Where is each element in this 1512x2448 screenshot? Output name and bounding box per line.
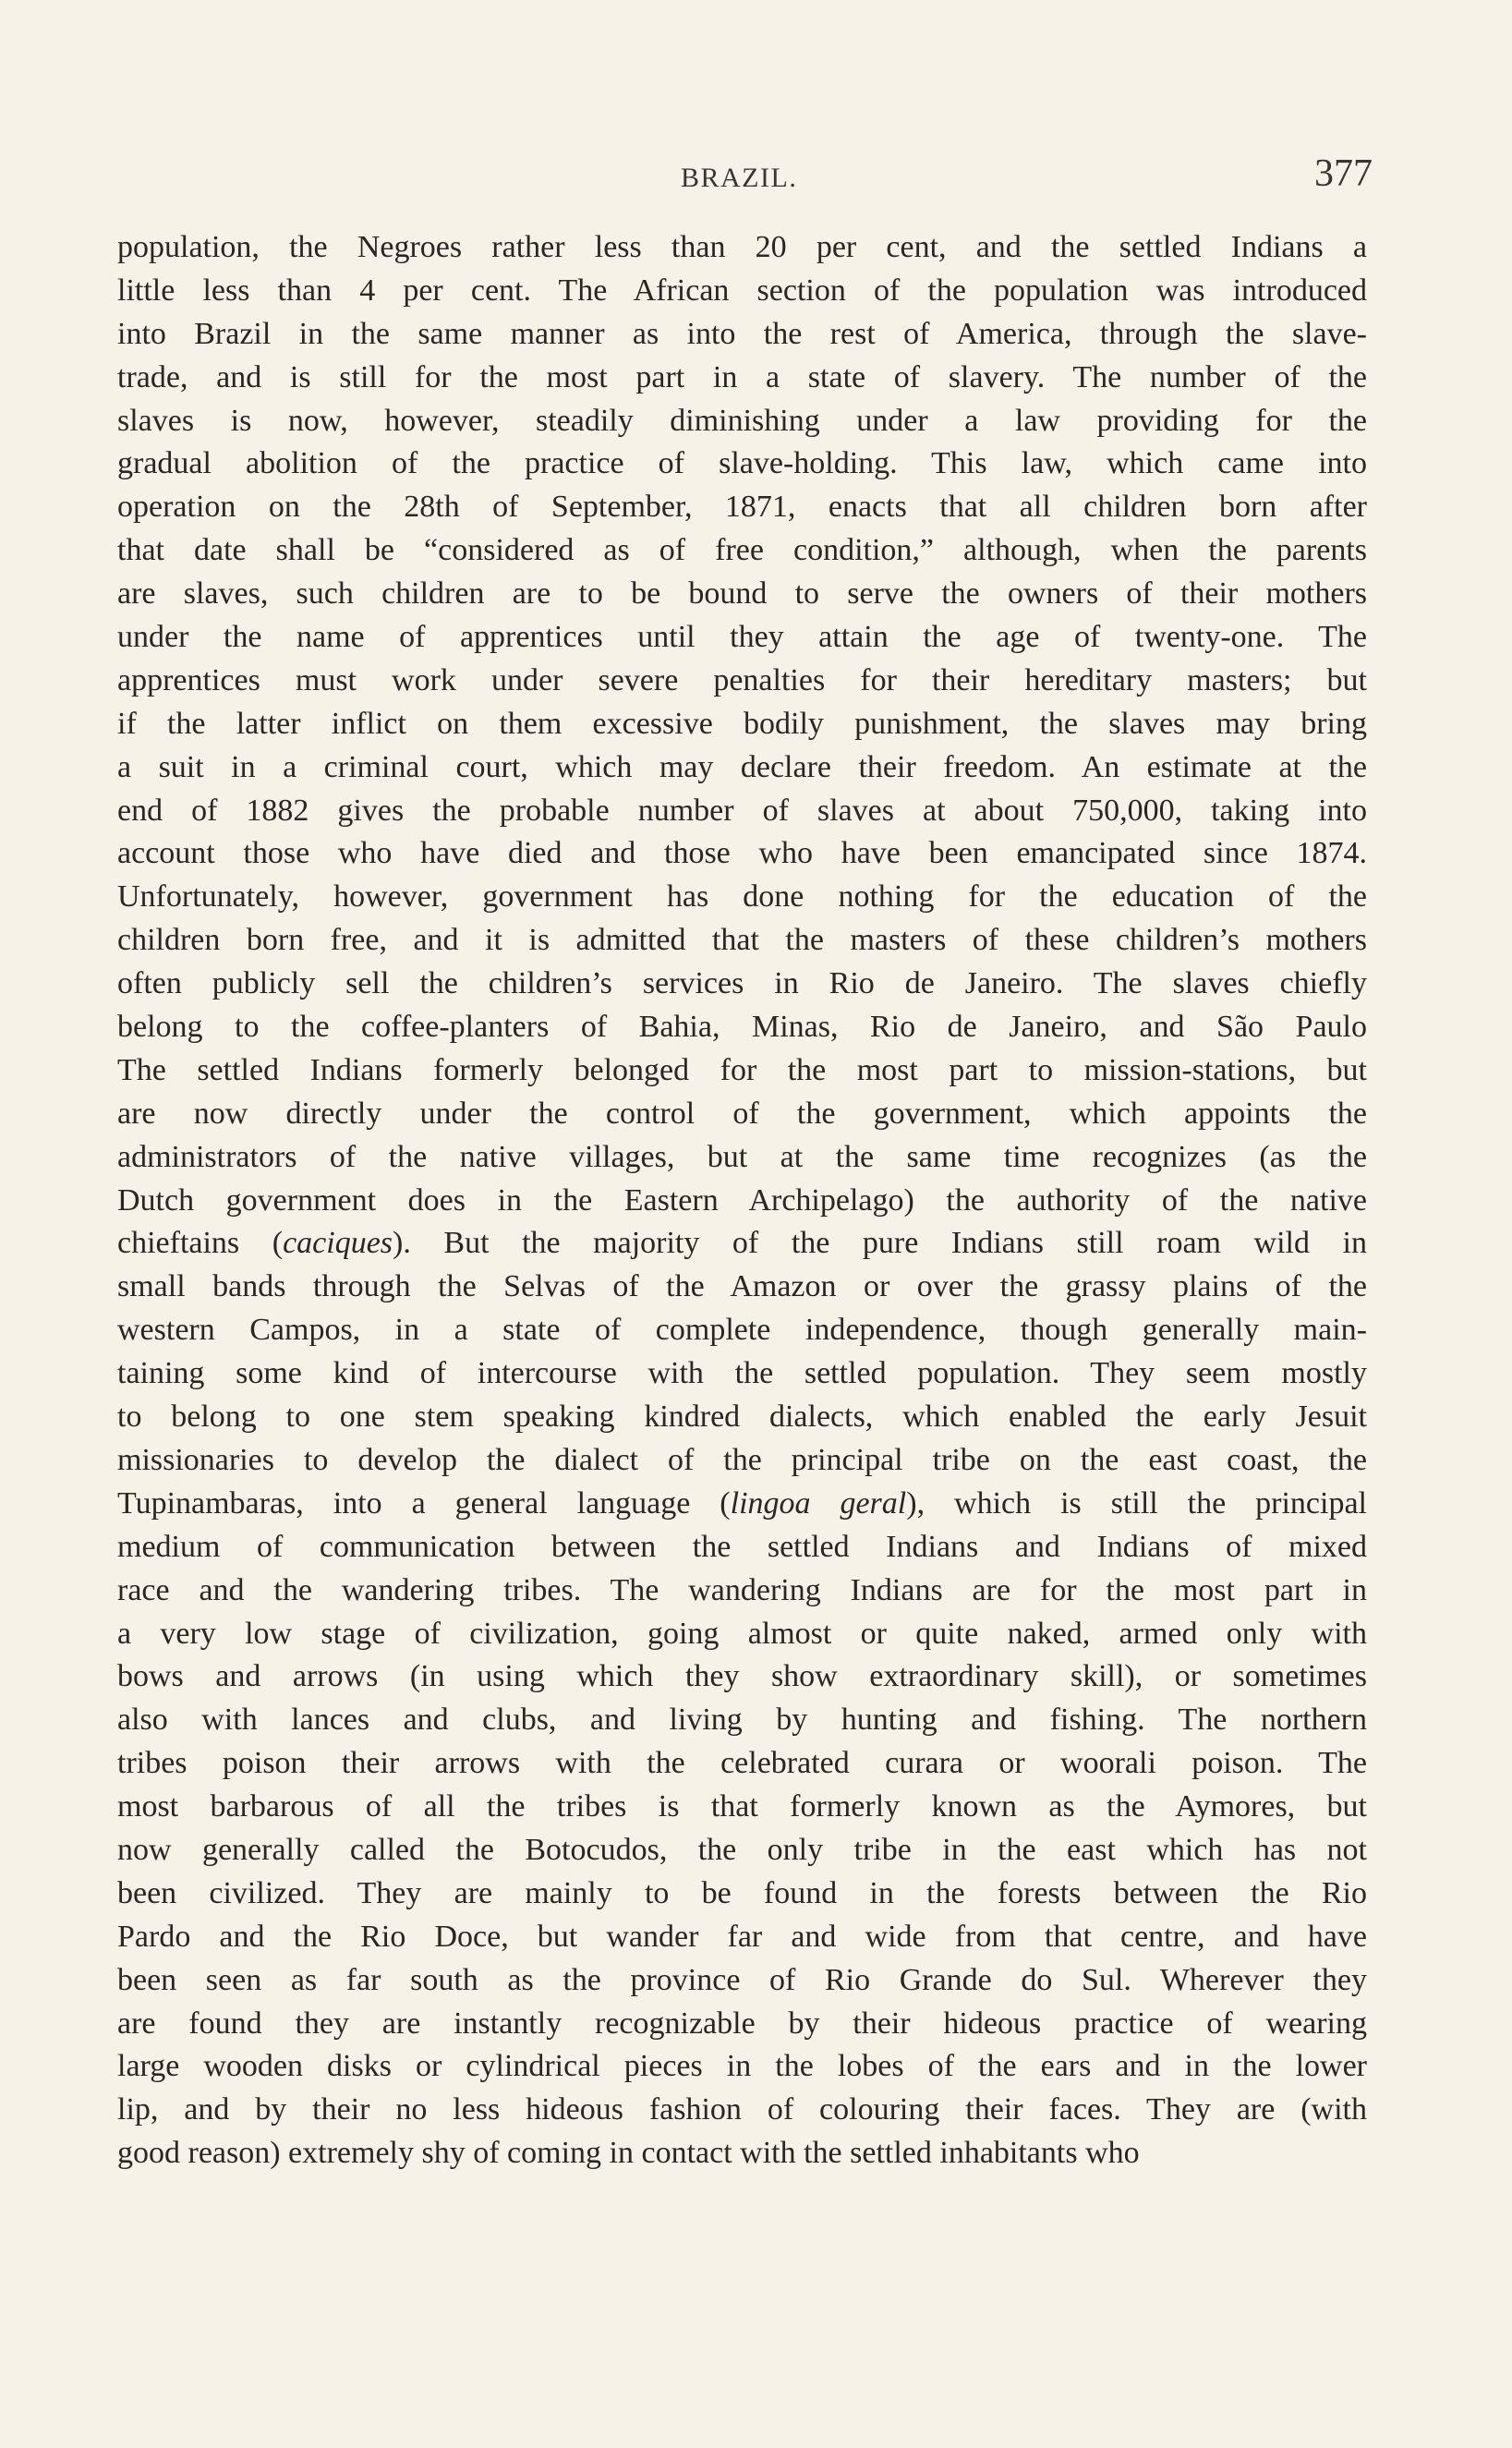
text-segment: are now directly under the control of the government, which appoints the — [117, 1096, 1367, 1131]
text-segment: end of 1882 gives the probable number of slaves at about 750,000, taking into — [117, 793, 1367, 828]
text-segment: small bands through the Selvas of the Amazon or over the grassy plains of the — [117, 1269, 1367, 1304]
italic-term: caciques — [283, 1226, 393, 1261]
text-line — [117, 1136, 1367, 1180]
text-segment: tribes poison their arrows with the celebrated curara or woorali poison. The — [117, 1746, 1367, 1781]
text-segment: little less than 4 per cent. The African section of the population was introduced — [117, 273, 1367, 308]
text-segment: most barbarous of all the tribes is that formerly known as the Aymores, but — [117, 1789, 1367, 1824]
text-line — [117, 1093, 1367, 1136]
text-line — [117, 442, 1367, 486]
text-line — [117, 1526, 1367, 1569]
text-segment: are slaves, such children are to be bound to serve the owners of their mothers — [117, 576, 1367, 612]
text-line — [117, 1916, 1367, 1959]
text-line — [117, 876, 1367, 919]
text-line — [117, 529, 1367, 573]
text-line — [117, 660, 1367, 703]
text-line — [117, 1006, 1367, 1049]
text-segment: missionaries to develop the dialect of the principal tribe on the east coast, the — [117, 1442, 1367, 1477]
text-line — [117, 400, 1367, 443]
text-line — [117, 1699, 1367, 1742]
text-segment: children born free, and it is admitted that the masters of these children’s mothers — [117, 923, 1367, 958]
text-line — [117, 1483, 1367, 1526]
text-line — [117, 1742, 1367, 1786]
text-segment: that date shall be “considered as of free condition,” although, when the parents — [117, 533, 1367, 568]
text-segment: are found they are instantly recognizable by their hideous practice of wearing — [117, 2006, 1367, 2041]
text-line — [117, 270, 1367, 313]
text-line — [117, 746, 1367, 790]
text-segment: now generally called the Botocudos, the only tribe in the east which has not — [117, 1832, 1367, 1867]
text-line — [117, 2132, 1367, 2175]
text-line — [117, 963, 1367, 1006]
text-segment: population, the Negroes rather less than 20 per cent, and the settled Indians a — [117, 230, 1367, 264]
text-line — [117, 1396, 1367, 1439]
page-number: 377 — [1314, 152, 1373, 195]
text-line — [117, 1872, 1367, 1916]
text-line — [117, 1786, 1367, 1829]
text-segment: trade, and is still for the most part in a state of slavery. The number of the — [117, 359, 1367, 394]
text-line — [117, 1049, 1367, 1093]
text-segment: account those who have died and those who have been emancipated since 1874. — [117, 836, 1367, 871]
text-line — [117, 1959, 1367, 2003]
running-title: BRAZIL. — [681, 163, 798, 193]
text-segment: if the latter inflict on them excessive bodily punishment, the slaves may bring — [117, 706, 1367, 741]
text-segment: taining some kind of intercourse with the settled population. They seem mostly — [117, 1356, 1367, 1391]
text-segment: often publicly sell the children’s services in Rio de Janeiro. The slaves chiefly — [117, 966, 1367, 1001]
text-segment: Unfortunately, however, government has done nothing for the education of the — [117, 879, 1367, 915]
italic-term: lingoa geral — [730, 1485, 907, 1521]
text-segment: slaves is now, however, steadily diminishing under a law providing for the — [117, 403, 1367, 438]
text-line — [117, 1180, 1367, 1223]
text-segment: chieftains ( — [117, 1226, 284, 1261]
text-line — [117, 919, 1367, 963]
text-segment: bows and arrows (in using which they show extraordinary skill), or sometimes — [117, 1659, 1367, 1694]
text-line — [117, 832, 1367, 876]
text-segment: a very low stage of civilization, going almost or quite naked, armed only with — [117, 1616, 1367, 1651]
text-segment: administrators of the native villages, but at the same time recognizes (as the — [117, 1139, 1367, 1174]
text-segment: been civilized. They are mainly to be found in the forests between the Rio — [117, 1875, 1367, 1910]
text-line — [117, 486, 1367, 529]
text-line — [117, 1829, 1367, 1872]
text-segment: also with lances and clubs, and living by hunting and fishing. The northern — [117, 1703, 1367, 1738]
text-segment: Pardo and the Rio Doce, but wander far and wide from that centre, and have — [117, 1919, 1367, 1954]
text-segment: The settled Indians formerly belonged for the most part to mission-stations, but — [117, 1052, 1367, 1087]
text-segment: into Brazil in the same manner as into the rest of America, through the slave- — [117, 316, 1367, 351]
text-segment: large wooden disks or cylindrical pieces in the lobes of the ears and in the lower — [117, 2049, 1367, 2084]
text-segment: belong to the coffee-planters of Bahia, Minas, Rio de Janeiro, and São Paulo — [117, 1010, 1367, 1045]
text-segment: lip, and by their no less hideous fashion of colouring their faces. They are (with — [117, 2092, 1367, 2127]
text-line — [117, 1613, 1367, 1656]
text-line — [117, 1569, 1367, 1613]
text-segment: western Campos, in a state of complete independence, though generally main- — [117, 1313, 1367, 1348]
text-segment: apprentices must work under severe penalties for their hereditary masters; but — [117, 662, 1367, 697]
text-line — [117, 573, 1367, 616]
text-segment: Dutch government does in the Eastern Archipelago) the authority of the native — [117, 1182, 1367, 1218]
text-line — [117, 313, 1367, 357]
text-segment: been seen as far south as the province of Rio Grande do Sul. Wherever they — [117, 1962, 1367, 1997]
text-segment: to belong to one stem speaking kindred dialects, which enabled the early Jesuit — [117, 1400, 1367, 1435]
text-line — [117, 2045, 1367, 2089]
text-line — [117, 226, 1367, 270]
text-line — [117, 616, 1367, 660]
text-segment: gradual abolition of the practice of slave-holding. This law, which came into — [117, 446, 1367, 481]
text-segment: ), which is still the principal — [906, 1485, 1367, 1521]
text-line — [117, 2003, 1367, 2046]
text-line — [117, 1266, 1367, 1309]
text-segment: operation on the 28th of September, 1871, enacts that all children born after — [117, 490, 1367, 525]
text-line — [117, 1352, 1367, 1396]
text-segment: Tupinambaras, into a general language ( — [117, 1485, 731, 1521]
text-line — [117, 1309, 1367, 1352]
text-segment: a suit in a criminal court, which may declare their freedom. An estimate at the — [117, 749, 1367, 784]
text-segment: ). But the majority of the pure Indians still roam wild in — [393, 1226, 1367, 1261]
text-line — [117, 1439, 1367, 1483]
text-line — [117, 703, 1367, 746]
text-segment: under the name of apprentices until they attain the age of twenty-one. The — [117, 620, 1367, 655]
text-segment: medium of communication between the settled Indians and Indians of mixed — [117, 1529, 1367, 1564]
text-segment: good reason) extremely shy of coming in contact with the settled inhabitants who — [117, 2136, 1140, 2171]
text-line — [117, 357, 1367, 400]
text-line — [117, 790, 1367, 833]
text-line — [117, 1222, 1367, 1266]
text-line — [117, 2089, 1367, 2132]
body-text — [117, 226, 1367, 2175]
running-head — [0, 152, 1512, 205]
text-line — [117, 1655, 1367, 1699]
text-segment: race and the wandering tribes. The wandering Indians are for the most part in — [117, 1572, 1367, 1607]
